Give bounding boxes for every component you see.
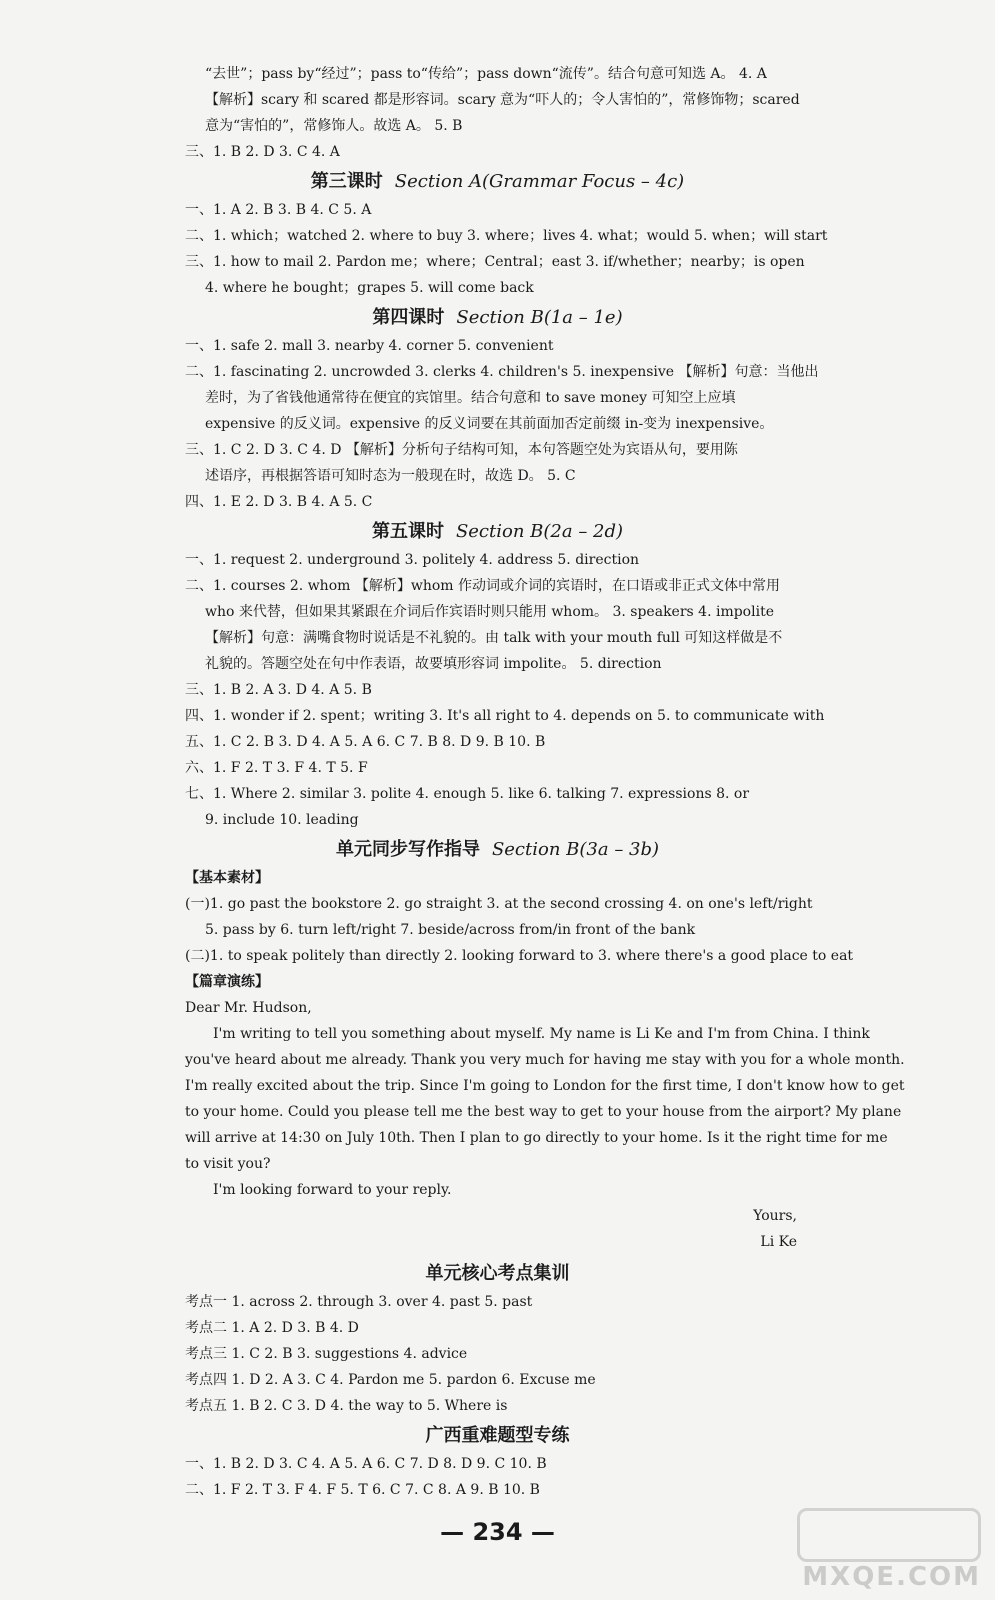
text-line: expensive 的反义词。expensive 的反义词要在其前面加否定前缀 in-变为 inexpensive。 xyxy=(205,416,774,432)
text-line: 七、1. Where 2. similar 3. polite 4. enough 5. like 6. talking 7. expressions 8. or xyxy=(185,786,750,802)
heading-en: Section B(3a – 3b) xyxy=(491,839,660,860)
heading-cn: 单元同步写作指导 xyxy=(335,839,480,860)
text-line: 意为“害怕的”，常修饰人。故选 A。 5. B xyxy=(205,118,463,134)
letter-line: I'm really excited about the trip. Since I'm going to London for the first time, I don't know how to get xyxy=(185,1078,905,1094)
letter-line: to your home. Could you please tell me the best way to get to your house from the airport? My plane xyxy=(185,1104,902,1120)
text-line: 述语序，再根据答语可知时态为一般现在时，故选 D。 5. C xyxy=(205,468,576,484)
text-line: 二、1. fascinating 2. uncrowded 3. clerks 4. children's 5. inexpensive 【解析】句意：当他出 xyxy=(185,364,819,380)
text-line: 四、1. E 2. D 3. B 4. A 5. C xyxy=(185,494,373,510)
text-line: 5. pass by 6. turn left/right 7. beside/across from/in front of the bank xyxy=(205,922,696,938)
text-line: 考点四 1. D 2. A 3. C 4. Pardon me 5. pardon 6. Excuse me xyxy=(185,1372,596,1388)
text-line: 考点一 1. across 2. through 3. over 4. past 5. past xyxy=(185,1294,533,1310)
text-line: 【解析】scary 和 scared 都是形容词。scary 意为“吓人的；令人害怕的”，常修饰物；scared xyxy=(205,92,800,108)
letter-salutation: Dear Mr. Hudson, xyxy=(185,1000,312,1016)
text-line: 六、1. F 2. T 3. F 4. T 5. F xyxy=(185,760,368,776)
letter-line: I'm looking forward to your reply. xyxy=(213,1182,452,1198)
text-line: 一、1. B 2. D 3. C 4. A 5. A 6. C 7. D 8. D 9. C 10. B xyxy=(185,1456,547,1472)
text-line: 一、1. request 2. underground 3. politely 4. address 5. direction xyxy=(185,552,640,568)
text-line: who 来代替，但如果其紧跟在介词后作宾语时则只能用 whom。 3. speakers 4. impolite xyxy=(205,604,774,620)
text-line: 二、1. which；watched 2. where to buy 3. where；lives 4. what；would 5. when；will start xyxy=(185,228,828,244)
section-heading xyxy=(0,170,995,194)
text-line: 9. include 10. leading xyxy=(205,812,359,828)
text-line: 三、1. B 2. D 3. C 4. A xyxy=(185,144,340,160)
section-heading xyxy=(0,520,995,544)
letter-line: to visit you? xyxy=(185,1156,271,1172)
heading-cn: 第五课时 xyxy=(371,521,444,542)
letter-line: will arrive at 14:30 on July 10th. Then I plan to go directly to your home. Is it the right time for me xyxy=(185,1130,888,1146)
letter-line: I'm writing to tell you something about myself. My name is Li Ke and I'm from China. I think xyxy=(213,1026,870,1042)
letter-signature: Li Ke xyxy=(760,1234,797,1250)
heading-en: Section A(Grammar Focus – 4c) xyxy=(394,171,685,192)
letter-closing: Yours, xyxy=(753,1208,797,1224)
text-line: 一、1. safe 2. mall 3. nearby 4. corner 5. convenient xyxy=(185,338,554,354)
subsection-label: 【基本素材】 xyxy=(185,870,269,886)
text-line: 考点五 1. B 2. C 3. D 4. the way to 5. Where is xyxy=(185,1398,508,1414)
text-line: 4. where he bought；grapes 5. will come back xyxy=(205,280,534,296)
watermark-text: MXQE.COM xyxy=(802,1562,981,1592)
section-heading xyxy=(0,838,995,862)
heading-cn: 第四课时 xyxy=(372,307,445,328)
subsection-label: 【篇章演练】 xyxy=(185,974,269,990)
text-line: 三、1. B 2. A 3. D 4. A 5. B xyxy=(185,682,372,698)
text-line: 四、1. wonder if 2. spent；writing 3. It's all right to 4. depends on 5. to communicate with xyxy=(185,708,825,724)
text-line: 二、1. F 2. T 3. F 4. F 5. T 6. C 7. C 8. A 9. B 10. B xyxy=(185,1482,540,1498)
text-line: 差时，为了省钱他通常待在便宜的宾馆里。结合句意和 to save money 可知空上应填 xyxy=(205,390,736,406)
watermark-logo xyxy=(803,1504,981,1592)
text-line: 三、1. how to mail 2. Pardon me；where；Central；east 3. if/whether；nearby；is open xyxy=(185,254,805,270)
text-line: 礼貌的。答题空处在句中作表语，故要填形容词 impolite。 5. direction xyxy=(205,656,662,672)
text-line: (一)1. go past the bookstore 2. go straight 3. at the second crossing 4. on one's left/right xyxy=(185,896,813,912)
heading-cn: 第三课时 xyxy=(310,171,383,192)
heading-en: Section B(1a – 1e) xyxy=(456,307,623,328)
text-line: 五、1. C 2. B 3. D 4. A 5. A 6. C 7. B 8. D 9. B 10. B xyxy=(185,734,546,750)
text-line: 考点二 1. A 2. D 3. B 4. D xyxy=(185,1320,359,1336)
text-line: 一、1. A 2. B 3. B 4. C 5. A xyxy=(185,202,372,218)
text-line: 【解析】句意：满嘴食物时说话是不礼貌的。由 talk with your mouth full 可知这样做是不 xyxy=(205,630,783,646)
text-line: 三、1. C 2. D 3. C 4. D 【解析】分析句子结构可知，本句答题空处为宾语从句，要用陈 xyxy=(185,442,738,458)
section-heading: 单元核心考点集训 xyxy=(425,1263,570,1284)
section-heading: 广西重难题型专练 xyxy=(425,1425,570,1446)
text-line: “去世”；pass by“经过”；pass to“传给”；pass down“流传”。结合句意可知选 A。 4. A xyxy=(205,66,767,82)
section-heading xyxy=(0,306,995,330)
heading-en: Section B(2a – 2d) xyxy=(455,521,624,542)
text-line: 考点三 1. C 2. B 3. suggestions 4. advice xyxy=(185,1346,468,1362)
watermark-frame-icon xyxy=(797,1508,981,1562)
text-line: (二)1. to speak politely than directly 2. looking forward to 3. where there's a good place to eat xyxy=(185,948,854,964)
letter-line: you've heard about me already. Thank you very much for having me stay with you for a whole month. xyxy=(185,1052,905,1068)
page-number: — 234 — xyxy=(440,1518,555,1546)
text-line: 二、1. courses 2. whom 【解析】whom 作动词或介词的宾语时，在口语或非正式文体中常用 xyxy=(185,578,781,594)
